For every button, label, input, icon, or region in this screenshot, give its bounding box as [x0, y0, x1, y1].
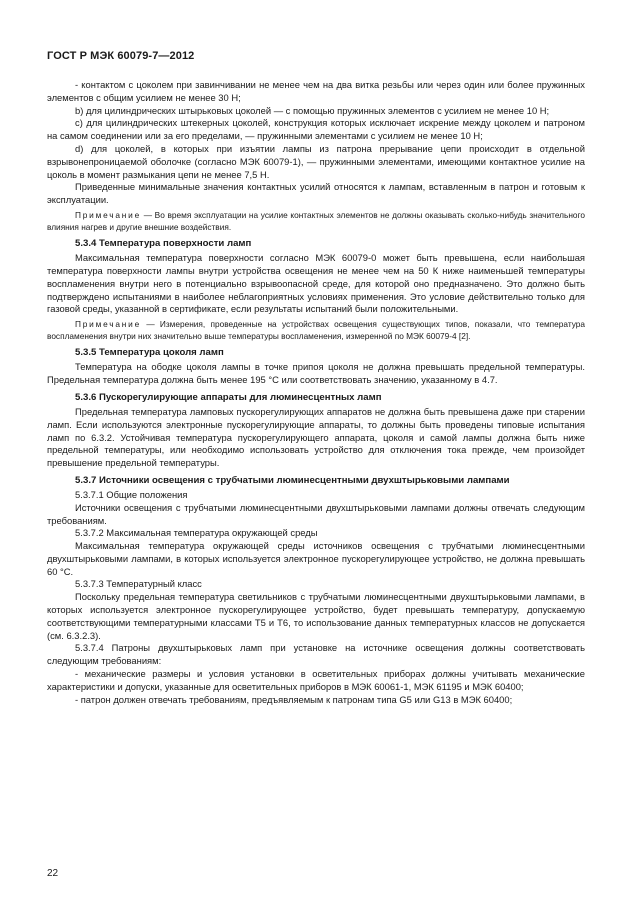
section-heading: 5.3.6 Пускорегулирующие аппараты для люминесцентных ламп	[75, 391, 382, 403]
paragraph: Приведенные минимальные значения контактных усилий относятся к лампам, вставленным в патрон и готовым к эксплуатации.	[47, 181, 585, 206]
note	[47, 210, 585, 233]
paragraph: Максимальная температура поверхности согласно МЭК 60079-0 может быть превышена, если наибольшая температура поверхности лампы внутри устройства освещения не менее чем на 50 К ниже наименьшей температуры воспламенения внутри него в потенциально взрывоопасной среде, для которой оно предназначено. Это должно быть подтверждено испытаниями в наиболее неблагоприятных условиях применения. Это условие действительно только для газовой среды, указанной в сертификате, если результаты испытаний были положительными.	[47, 252, 585, 315]
document-body	[47, 79, 585, 706]
paragraph: 5.3.7.4 Патроны двухштырьковых ламп при установке на источнике освещения должны соответствовать следующим требованиям:	[47, 642, 585, 667]
paragraph: d) для цоколей, в которых при изъятии лампы из патрона прерывание цепи происходит в отдельной взрывонепроницаемой оболочке (согласно МЭК 60079-1), — пружинными элементами, имеющими контактное усилие на цоколь в момент размыкания цепи не менее 7,5 Н.	[47, 142, 585, 180]
note-text: — Во время эксплуатации на усилие контактных элементов не должны оказывать сколько-нибудь значительного влияния нагрев и другие внешние воздействия.	[47, 209, 585, 232]
paragraph: - патрон должен отвечать требованиям, предъявляемым к патронам типа G5 или G13 в МЭК 60400;	[75, 693, 513, 705]
note-text: — Измерения, проведенные на устройствах освещения существующих типов, показали, что температура воспламенения внутри них значительно выше температуры воспламенения, измеренной по МЭК 60079-4 [2].	[47, 319, 585, 341]
paragraph: Поскольку предельная температура светильников с трубчатыми люминесцентными двухштырьковыми лампами, в которых используется электронное пускорегулирующее устройство, будет превышать температуру, допускаемую соответствующими температурными классами Т5 и Т6, то использование данных температурных классов не допускается (см. 6.3.2.3).	[47, 591, 585, 641]
document-header: ГОСТ Р МЭК 60079-7—2012	[47, 50, 195, 62]
note	[47, 319, 585, 342]
paragraph: Источники освещения с трубчатыми люминесцентными двухштырьковыми лампами должны отвечать следующим требованиям.	[47, 501, 585, 526]
section-heading: 5.3.7 Источники освещения с трубчатыми люминесцентными двухштырьковыми лампами	[75, 474, 510, 486]
note-label: Примечание	[75, 209, 142, 220]
subsection-title: 5.3.7.2 Максимальная температура окружающей среды	[75, 527, 318, 539]
paragraph: c) для цилиндрических штекерных цоколей, конструкция которых исключает искрение между цоколем и патроном на самом соединении или за его пределами, — пружинными элементами с усилием не менее 10 Н;	[47, 117, 585, 142]
section-heading: 5.3.4 Температура поверхности ламп	[75, 238, 252, 250]
paragraph: - контактом с цоколем при завинчивании не менее чем на два витка резьбы или через один или более пружинных элементов с общим усилием не менее 30 Н;	[47, 79, 585, 103]
page-number: 22	[47, 868, 59, 879]
paragraph: Максимальная температура окружающей среды источников освещения с трубчатыми люминесцентными двухштырьковыми лампами, в которых используется электронное пускорегулирующее устройство, не должна превышать 60 °С.	[47, 540, 585, 577]
paragraph: b) для цилиндрических штырьковых цоколей — с помощью пружинных элементов с усилием не менее 10 Н;	[75, 104, 550, 116]
paragraph: - механические размеры и условия установки в осветительных приборах должны учитывать механические характеристики и допуски, указанные для осветительных приборов в МЭК 60061-1, МЭК 61195 и МЭК 60400;	[47, 668, 585, 692]
subsection-title: 5.3.7.1 Общие положения	[75, 488, 188, 500]
paragraph: Предельная температура ламповых пускорегулирующих аппаратов не должна быть превышена даже при старении ламп. Если используются электронные пускорегулирующие аппараты, то должны быть проведены типовые испытания ламп по 6.3.2. Устойчивая температура пускорегулирующего аппарата, цоколя и самой лампы должна быть ниже предельной температуры, или необходимо использовать устройство для отключения тока прежде, чем произойдет превышение предельной температуры.	[47, 405, 585, 469]
subsection-title: 5.3.7.3 Температурный класс	[75, 578, 202, 590]
paragraph: Температура на ободке цоколя лампы в точке припоя цоколя не должна превышать предельной температуры. Предельная температура должна быть менее 195 °С или соответствовать значению, указанному в 4.7.	[47, 361, 585, 386]
note-label: Примечание	[75, 319, 142, 330]
section-heading: 5.3.5 Температура цоколя ламп	[75, 347, 224, 359]
